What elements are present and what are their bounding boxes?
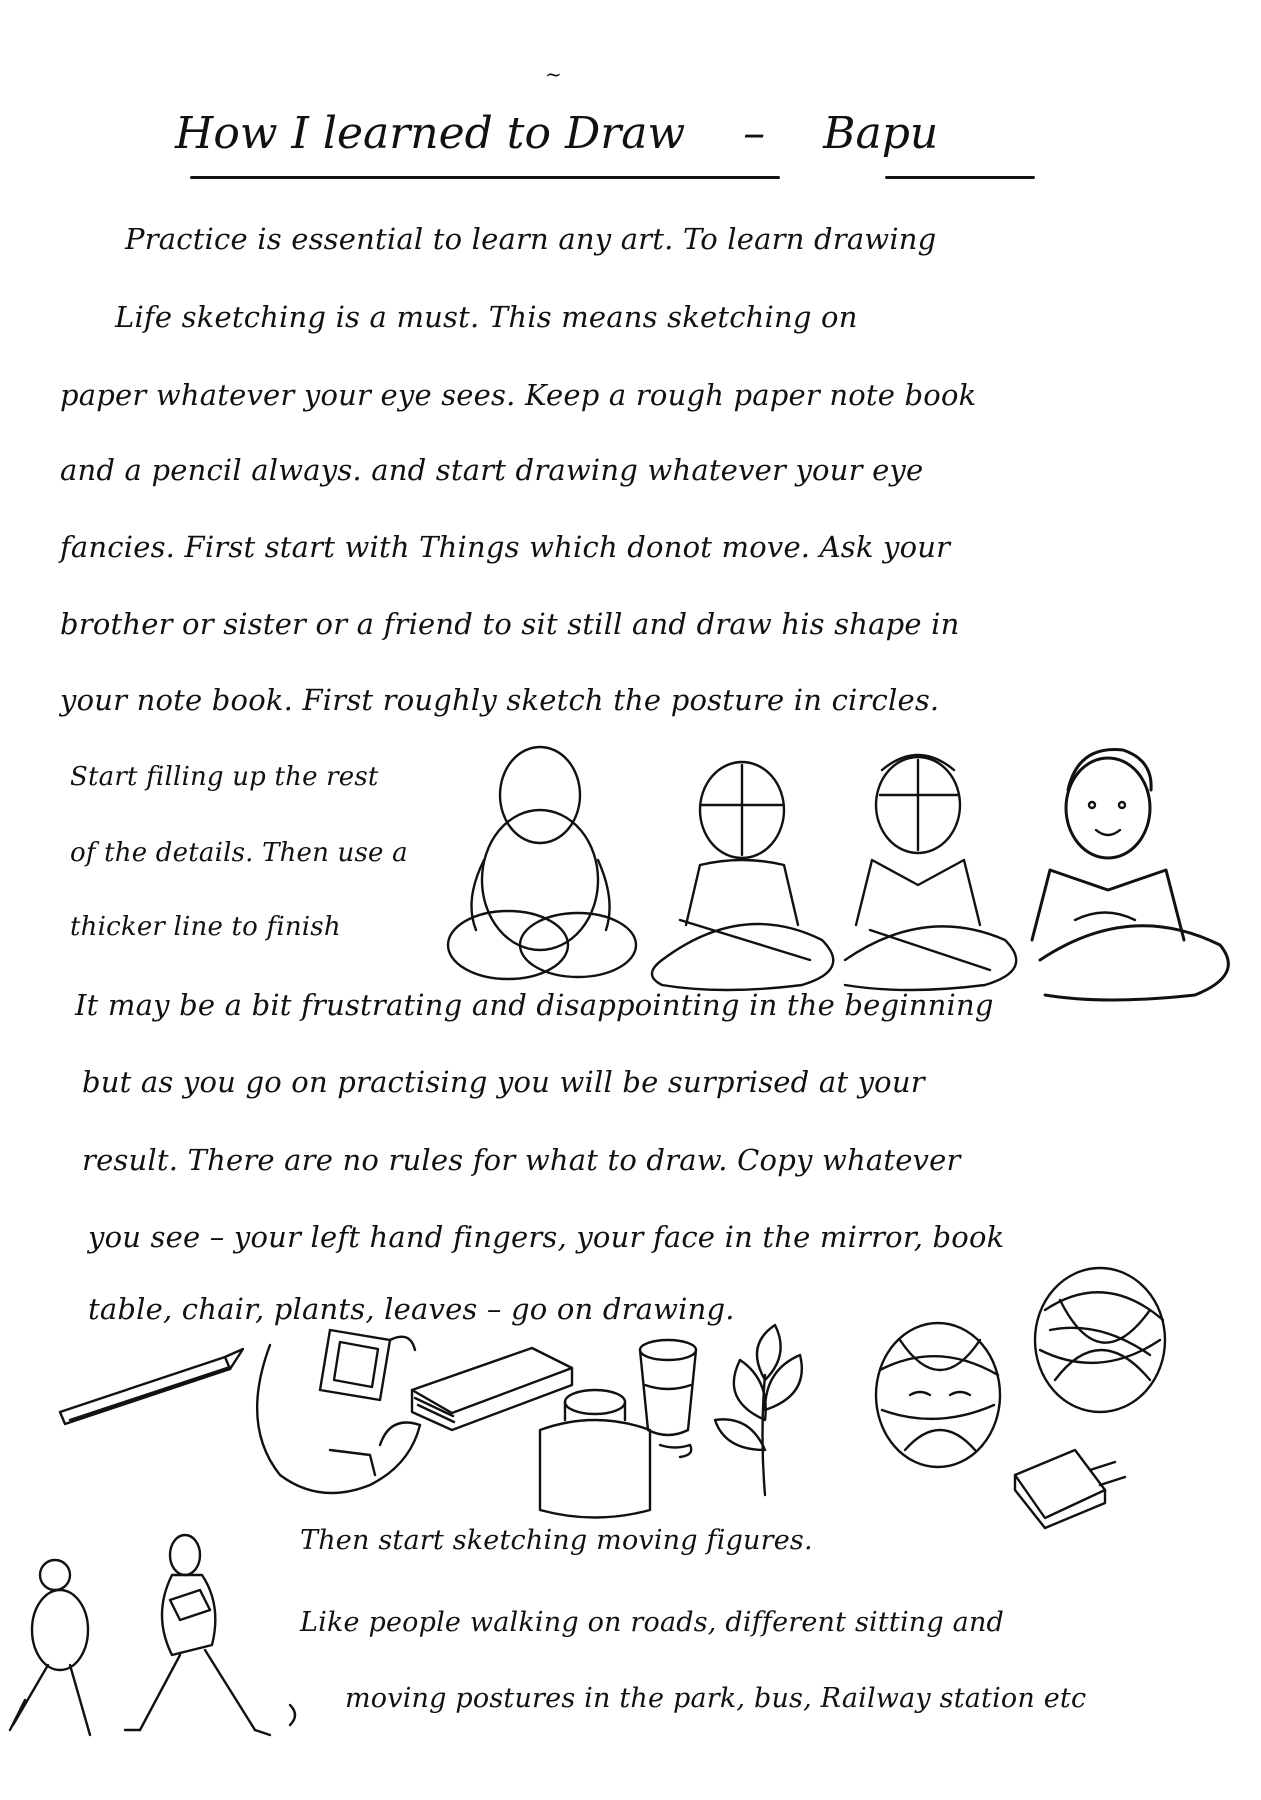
seated-figure-circles-sketch — [448, 747, 636, 979]
line-10: thicker line to finish — [70, 912, 341, 942]
title-separator: – — [743, 108, 766, 159]
line-6: brother or sister or a friend to sit still and draw his shape in — [60, 607, 960, 641]
line-5: fancies. First start with Things which donot move. Ask your — [60, 530, 951, 564]
plug-sketch — [1015, 1450, 1125, 1528]
author-name: Bapu — [823, 108, 939, 159]
line-18: moving postures in the park, bus, Railway station etc — [345, 1683, 1087, 1714]
title-text: How I learned to Draw — [175, 108, 686, 159]
line-2: Life sketching is a must. This means sketching on — [115, 300, 858, 334]
book-sketch — [412, 1348, 572, 1430]
line-11: It may be a bit frustrating and disappointing in the beginning — [75, 988, 994, 1022]
line-1: Practice is essential to learn any art. To learn drawing — [125, 222, 937, 256]
line-3: paper whatever your eye sees. Keep a rough paper note book — [60, 378, 977, 412]
hand-holding-box-sketch — [257, 1330, 420, 1493]
line-15: table, chair, plants, leaves – go on drawing. — [88, 1292, 735, 1326]
glass-sketch — [640, 1340, 696, 1457]
plant-leaves-sketch — [715, 1325, 802, 1495]
seated-figure-outline-sketch — [652, 762, 833, 990]
line-9: of the details. Then use a — [70, 838, 408, 868]
walking-figure-circles-sketch — [10, 1560, 90, 1735]
line-12: but as you go on practising you will be surprised at your — [82, 1065, 925, 1099]
face-scribble-sketch — [1035, 1268, 1165, 1412]
line-13: result. There are no rules for what to draw. Copy whatever — [82, 1143, 961, 1177]
seated-figure-details-sketch — [845, 755, 1016, 990]
line-17: Like people walking on roads, different sitting and — [300, 1607, 1005, 1638]
line-4: and a pencil always. and start drawing whatever your eye — [60, 453, 924, 487]
pencil-sketch — [60, 1349, 243, 1424]
line-8: Start filling up the rest — [70, 762, 379, 792]
line-16: Then start sketching moving figures. — [300, 1525, 813, 1556]
face-mirror-sketch — [876, 1323, 1000, 1467]
walking-man-reading-sketch — [125, 1535, 295, 1735]
seated-boy-finished-sketch — [1032, 750, 1228, 1001]
ink-bottle-sketch — [540, 1390, 650, 1518]
line-14: you see – your left hand fingers, your face in the mirror, book — [88, 1220, 1005, 1254]
line-7: your note book. First roughly sketch the posture in circles. — [60, 683, 940, 717]
ink-mark: ~ — [545, 62, 562, 86]
